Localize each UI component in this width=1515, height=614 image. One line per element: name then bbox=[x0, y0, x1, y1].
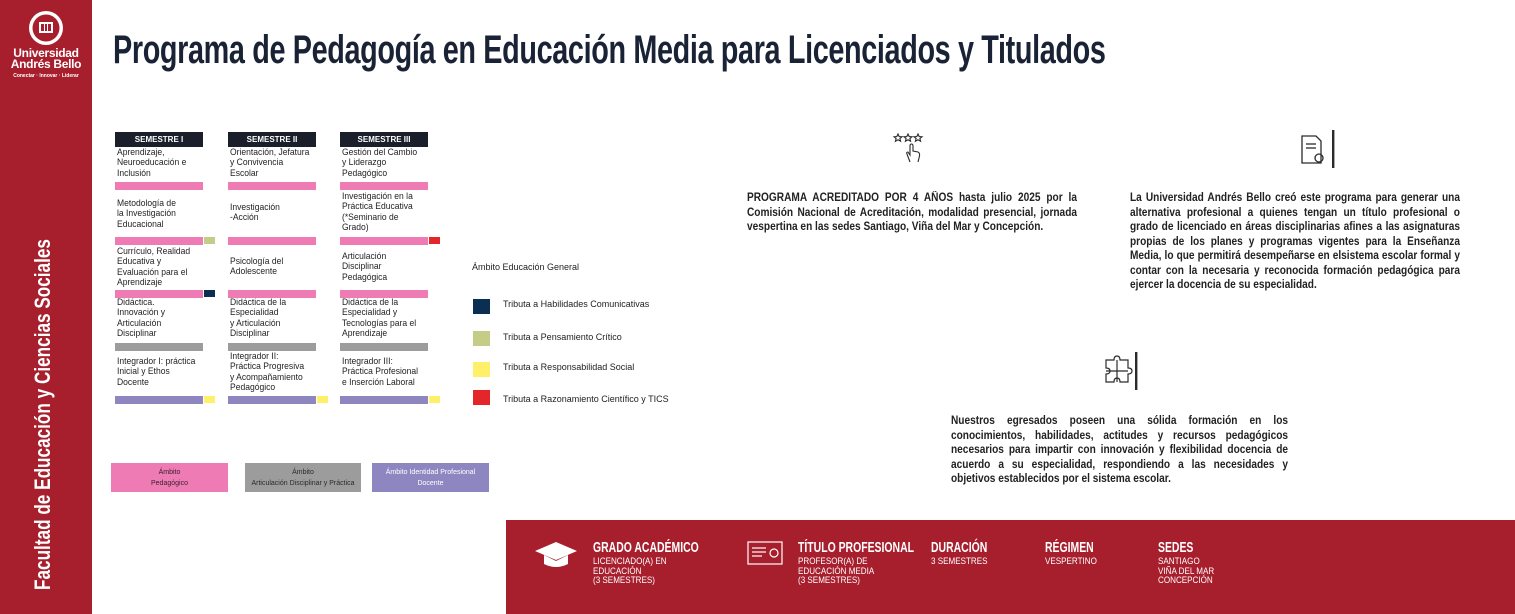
puzzle-icon bbox=[1103, 350, 1141, 395]
grado-title: GRADO ACADÉMICO bbox=[593, 540, 699, 556]
legend-title: Ámbito Educación General bbox=[472, 262, 580, 272]
certificate-icon bbox=[1299, 128, 1337, 175]
graduates-text: Nuestros egresados poseen una sólida formación en los conocimientos, habilidades, actitudes y recursos pedagógicos necesarios para impartir con innovación y flexibilidad docencia de acuerdo a su especialidad, respondiendo a las necesidades y objetivos establecidos por el sistema escolar. bbox=[951, 415, 1289, 485]
course-tributa-marker bbox=[429, 237, 440, 244]
course-tributa-marker bbox=[204, 290, 215, 297]
legend-swatch-social-responsibility bbox=[473, 362, 490, 377]
semester-header-3: SEMESTRE III bbox=[340, 132, 428, 147]
titulo-value: PROFESOR(A) DE EDUCACIÓN MEDIA (3 SEMESTRES) bbox=[798, 556, 875, 587]
legend-swatch-scientific-reasoning bbox=[473, 390, 490, 405]
sedes-title: SEDES bbox=[1158, 540, 1194, 556]
legend-label-scientific-reasoning: Tributa a Razonamiento Científico y TICS bbox=[503, 394, 669, 404]
course-ambito-bar bbox=[228, 237, 316, 245]
course-s3-1: Gestión del Cambio y Liderazgo Pedagógico bbox=[342, 147, 418, 179]
faculty-name: Facultad de Educación y Ciencias Sociales bbox=[30, 239, 55, 590]
university-logo bbox=[0, 10, 92, 79]
accreditation-text: PROGRAMA ACREDITADO POR 4 AÑOS hasta julio 2025 por la Comisión Nacional de Acreditación, modalidad presencial, jornada vespertina en las sedes Santiago, Viña del Mar y Concepción. bbox=[747, 192, 1077, 233]
ambito-pedagogico-line1: Ámbito bbox=[158, 469, 181, 476]
course-s2-2: Investigación -Acción bbox=[230, 202, 280, 224]
course-tributa-marker bbox=[429, 396, 440, 403]
course-ambito-bar bbox=[115, 396, 203, 404]
course-s1-4: Didáctica. Innovación y Articulación Disciplinar bbox=[117, 297, 166, 340]
course-ambito-bar bbox=[115, 237, 203, 245]
ambito-identidad-box bbox=[372, 463, 489, 492]
duracion-title: DURACIÓN bbox=[931, 540, 988, 556]
legend-swatch-communication bbox=[473, 299, 490, 314]
semester-header-2: SEMESTRE II bbox=[228, 132, 316, 147]
graduation-cap-icon bbox=[534, 540, 578, 575]
course-s2-3: Psicología del Adolescente bbox=[230, 256, 284, 278]
sedes-value: SANTIAGO VIÑA DEL MAR CONCEPCIÓN bbox=[1158, 556, 1215, 587]
course-s3-2: Investigación en la Práctica Educativa (*Seminario de Grado) bbox=[342, 191, 413, 234]
ambito-identidad-line1: Ámbito Identidad Profesional bbox=[385, 469, 476, 476]
diploma-icon bbox=[746, 538, 784, 573]
course-s1-5: Integrador I: práctica Inicial y Ethos Docente bbox=[117, 356, 196, 388]
course-ambito-bar bbox=[115, 182, 203, 190]
sidebar bbox=[0, 0, 92, 614]
regimen-value: VESPERTINO bbox=[1045, 556, 1097, 567]
legend-label-critical-thinking: Tributa a Pensamiento Crítico bbox=[503, 332, 622, 342]
ambito-identidad-line2: Docente bbox=[417, 480, 444, 487]
course-tributa-marker bbox=[317, 396, 328, 403]
ambito-pedagogico-line2: Pedagógico bbox=[151, 480, 188, 487]
university-seal-icon bbox=[28, 10, 64, 46]
legend-label-social-responsibility: Tributa a Responsabilidad Social bbox=[503, 362, 635, 372]
regimen-title: RÉGIMEN bbox=[1045, 540, 1094, 556]
ambito-articulacion-line2: Articulación Disciplinar y Práctica bbox=[251, 480, 355, 487]
ambito-articulacion-line1: Ámbito bbox=[292, 469, 314, 476]
course-ambito-bar bbox=[340, 343, 428, 351]
ambito-pedagogico-box bbox=[111, 463, 228, 492]
ambito-articulacion-box bbox=[245, 463, 361, 492]
course-tributa-marker bbox=[204, 396, 215, 403]
course-ambito-bar bbox=[340, 182, 428, 190]
legend-swatch-critical-thinking bbox=[473, 331, 490, 346]
course-s1-1: Aprendizaje, Neuroeducación e Inclusión bbox=[117, 147, 187, 179]
course-s2-5: Integrador II: Práctica Progresiva y Acompañamiento Pedagógico bbox=[230, 351, 305, 394]
logo-university-line2: Andrés Bello bbox=[10, 57, 82, 71]
course-tributa-marker bbox=[204, 237, 215, 244]
course-ambito-bar bbox=[228, 182, 316, 190]
course-s2-4: Didáctica de la Especialidad y Articulación Disciplinar bbox=[230, 297, 287, 340]
course-ambito-bar bbox=[340, 396, 428, 404]
course-s3-4: Didáctica de la Especialidad y Tecnologías para el Aprendizaje bbox=[342, 297, 417, 340]
course-s3-5: Integrador III: Práctica Profesional e Inserción Laboral bbox=[342, 356, 419, 388]
duracion-value: 3 SEMESTRES bbox=[931, 556, 988, 567]
page-title: Programa de Pedagogía en Educación Media para Licenciados y Titulados bbox=[113, 28, 1106, 72]
faculty-label-wrap bbox=[30, 230, 62, 590]
program-facts-band bbox=[506, 520, 1515, 614]
titulo-title: TÍTULO PROFESIONAL bbox=[798, 540, 914, 556]
course-ambito-bar bbox=[340, 237, 428, 245]
stars-touch-icon bbox=[893, 132, 929, 169]
course-s1-2: Metodología de la Investigación Educacional bbox=[117, 198, 176, 230]
course-s2-1: Orientación, Jefatura y Convivencia Escolar bbox=[230, 147, 310, 179]
course-ambito-bar bbox=[115, 343, 203, 351]
legend-label-communication: Tributa a Habilidades Comunicativas bbox=[503, 299, 650, 309]
course-s3-3: Articulación Disciplinar Pedagógica bbox=[342, 251, 388, 283]
program-description-text: La Universidad Andrés Bello creó este programa para generar una alternativa profesional a quienes tengan un título profesional o grado de licenciado en áreas disciplinarias afines a las asignaturas propias de los planes y programas vigentes para la Enseñanza Media, lo que permitirá desempeñarse en elsistema escolar formal y contar con la necesaria y reconocida formación pedagógica para ejercer la docencia de su especialidad. bbox=[1130, 192, 1460, 291]
logo-tagline: Conectar · Innovar · Liderar bbox=[13, 73, 79, 79]
course-ambito-bar bbox=[228, 396, 316, 404]
course-s1-3: Currículo, Realidad Educativa y Evaluación para el Aprendizaje bbox=[117, 246, 191, 289]
grado-value: LICENCIADO(A) EN EDUCACIÓN (3 SEMESTRES) bbox=[593, 556, 667, 587]
course-ambito-bar bbox=[228, 343, 316, 351]
semester-header-1: SEMESTRE I bbox=[115, 132, 203, 147]
logo-university-line1: Universidad bbox=[13, 46, 79, 60]
